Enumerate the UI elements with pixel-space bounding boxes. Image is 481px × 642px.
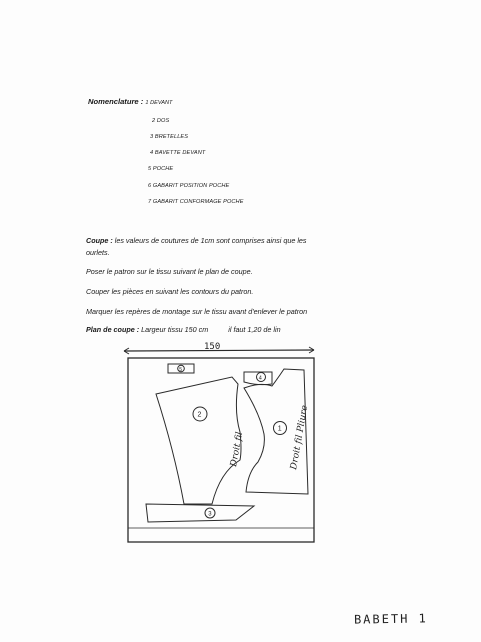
instruction-line: Marquer les repères de montage sur le tissu avant d'enlever le patron [86, 307, 308, 316]
handwritten-signature: BABETH 1 [353, 611, 428, 627]
nomenclature-item: 6 GABARIT POSITION POCHE [148, 183, 230, 189]
fabric-outline [128, 358, 314, 542]
coupe-text-continued: ourlets. [86, 248, 110, 257]
nomenclature-item: 4 BAVETTE DEVANT [150, 150, 206, 156]
nomenclature-item: 2 DOS [152, 118, 170, 124]
nomenclature-first-item: 1 DEVANT [145, 100, 173, 106]
piece-3-number: 3 [208, 511, 212, 518]
nomenclature-item: 5 POCHE [148, 166, 174, 172]
plan-de-coupe-label: Plan de coupe : [86, 325, 140, 334]
piece-2 [156, 377, 241, 504]
nomenclature-label: Nomenclature : [88, 97, 144, 106]
nomenclature-item: 7 GABARIT CONFORMAGE POCHE [148, 199, 244, 205]
instruction-line: Poser le patron sur le tissu suivant le plan de coupe. [86, 267, 253, 276]
nomenclature-heading [88, 97, 172, 106]
piece-4-number: 4 [258, 375, 262, 382]
piece-5-number: 5 [179, 366, 183, 373]
plan-de-coupe-text: Largeur tissu 150 cm [139, 325, 209, 334]
piece-1-number: 1 [277, 425, 282, 433]
coupe-label: Coupe : [86, 236, 113, 245]
piece-2-number: 2 [197, 411, 202, 419]
piece-3 [146, 504, 254, 522]
nomenclature-item: 3 BRETELLES [150, 134, 189, 140]
grain-label-right: Droit fil Pliure [289, 404, 311, 471]
plan-de-coupe-line [86, 325, 281, 334]
instruction-line: Couper les pièces en suivant les contours du patron. [86, 287, 254, 296]
plan-de-coupe-extra: il faut 1,20 de lin [228, 325, 281, 334]
width-label: 150 [204, 342, 221, 352]
cutting-plan-diagram [120, 342, 320, 547]
coupe-paragraph [86, 236, 307, 245]
grain-label-left: Droit fil [229, 431, 246, 468]
coupe-text: les valeurs de coutures de 1cm sont comprises ainsi que les [112, 236, 307, 245]
